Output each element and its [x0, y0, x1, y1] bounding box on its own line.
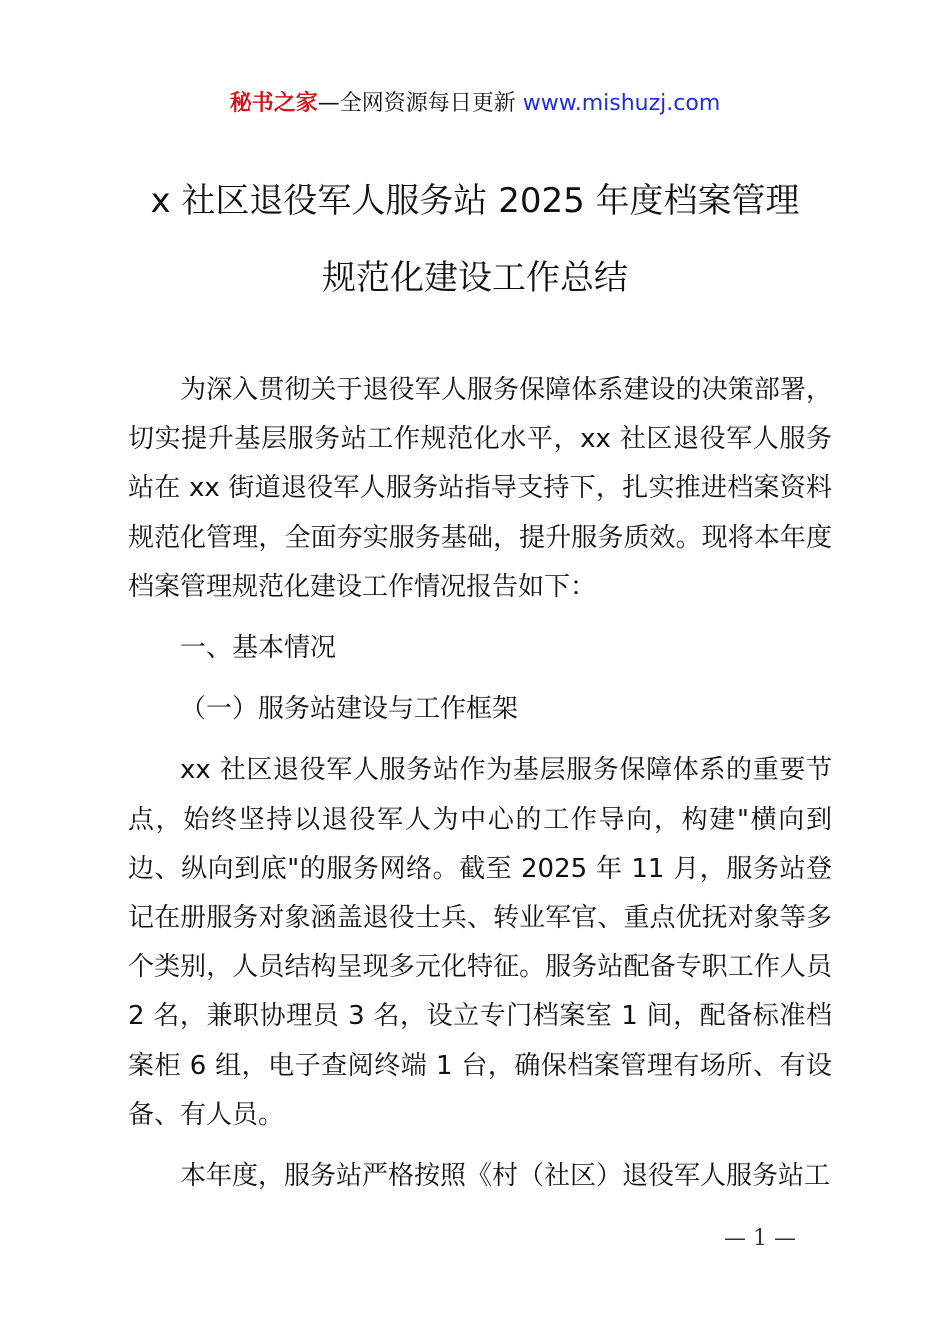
annual-work-paragraph: 本年度，服务站严格按照《村（社区）退役军人服务站工: [180, 1161, 831, 1192]
header-banner: [0, 88, 950, 120]
intro-paragraph: 为深入贯彻关于退役军人服务保障体系建设的决策部署，切实提升基层服务站工作规范化水平，xx 社区退役军人服务站在 xx 街道退役军人服务站指导支持下，扎实推进档案资料规范化管理，全面夯实服务基础，提升服务质效。现将本年度档案管理规范化建设工作情况报告如下：: [128, 375, 832, 602]
section-heading-basic-situation: 一、基本情况: [180, 633, 337, 664]
document-body: [128, 366, 832, 1201]
title-line-2: 规范化建设工作总结: [322, 258, 628, 298]
brand-name: 秘书之家: [229, 91, 318, 116]
station-overview-paragraph: xx 社区退役军人服务站作为基层服务保障体系的重要节点，始终坚持以退役军人为中心的工作导向，构建"横向到边、纵向到底"的服务网络。截至 2025 年 11 月，服务站登记在册服务对象涵盖退役士兵、转业军官、重点优抚对象等多个类别，人员结构呈现多元化特征。服务站配备专职工作人员 2 名，兼职协理员 3 名，设立专门档案室 1 间，配备标准档案柜 6 组，电子查阅终端 1 台，确保档案管理有场所、有设备、有人员。: [128, 755, 832, 1130]
page-number: — 1 —: [724, 1226, 796, 1251]
subsection-heading-station-framework: （一）服务站建设与工作框架: [180, 694, 519, 725]
title-line-1: x 社区退役军人服务站 2025 年度档案管理: [150, 181, 800, 221]
brand-tagline: —全网资源每日更新: [317, 91, 516, 116]
site-url-link[interactable]: www.mishuzj.com: [522, 91, 721, 116]
document-title: [0, 178, 950, 301]
